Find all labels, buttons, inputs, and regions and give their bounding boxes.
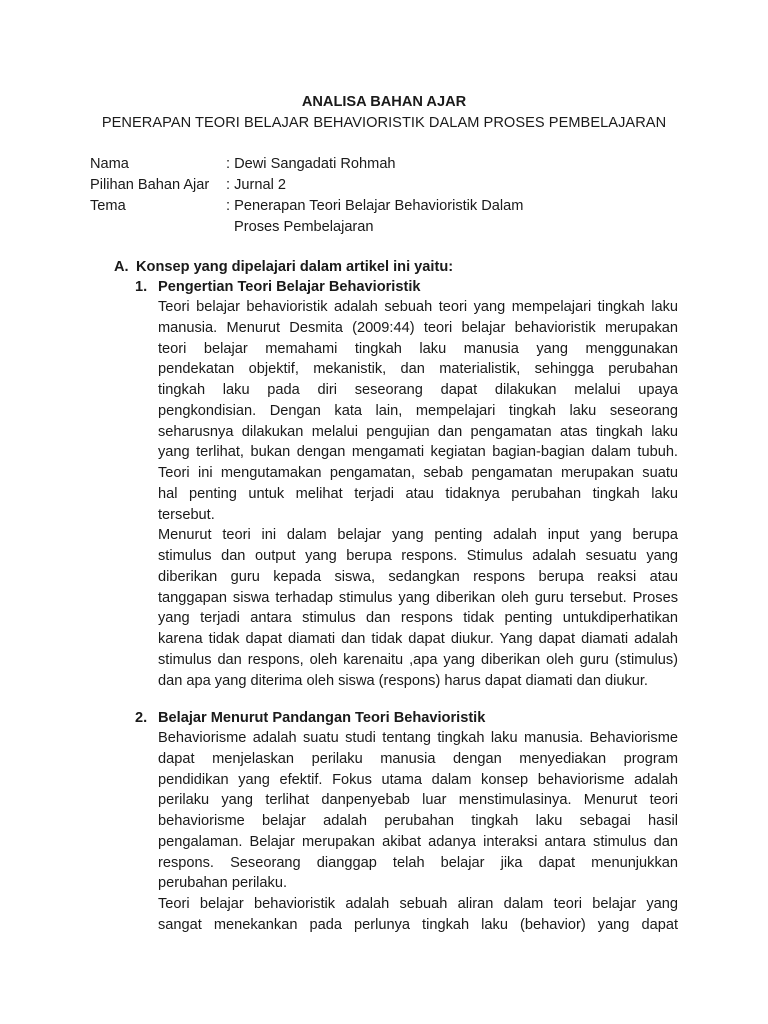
body-line: pengalaman. Belajar merupakan akibat adanya interaksi antara stimulus dan bbox=[158, 833, 678, 850]
body-line: perilaku yang terlihat danpenyebab luar menstimulasinya. Menurut teori bbox=[158, 792, 678, 809]
subsection-heading-text: Pengertian Teori Belajar Behavioristik bbox=[158, 279, 421, 295]
body-line: respons. Seseorang dianggap telah belajar jika dapat menunjukkan bbox=[158, 854, 678, 871]
body-line: pengkondisian. Dengan kata lain, mempelajari tingkah laku seseorang bbox=[158, 402, 678, 419]
body-line: hal penting untuk melihat terjadi atau tidaknya perubahan tingkah laku bbox=[158, 485, 678, 502]
meta-value-cont: Proses Pembelajaran bbox=[234, 219, 374, 235]
body-line: manusia. Menurut Desmita (2009:44) teori belajar behavioristik merupakan bbox=[158, 319, 678, 336]
body-line: pendekatan objektif, mekanistik, dan materialistik, sehingga perubahan bbox=[158, 361, 678, 378]
body-line: dapat menjelaskan perilaku manusia dengan menyediakan program bbox=[158, 750, 678, 767]
body-line: tingkah laku pada diri seseorang dapat dilakukan melalui upaya bbox=[158, 382, 678, 398]
subsection-number: 1. bbox=[135, 279, 148, 295]
meta-label: Pilihan Bahan Ajar bbox=[90, 177, 210, 193]
meta-row-tema bbox=[90, 196, 546, 217]
subsection-2-body bbox=[158, 728, 678, 936]
meta-value: : Dewi Sangadati Rohmah bbox=[226, 156, 396, 172]
meta-value: : Jurnal 2 bbox=[226, 177, 287, 193]
document-subtitle: PENERAPAN TEORI BELAJAR BEHAVIORISTIK DALAM PROSES PEMBELAJARAN bbox=[101, 115, 667, 131]
body-line: perubahan perilaku. bbox=[158, 875, 288, 892]
meta-tema-continuation bbox=[90, 217, 546, 238]
body-line: sangat menekankan pada perlunya tingkah laku (behavior) yang dapat bbox=[158, 916, 678, 933]
body-line: yang terlihat, bukan dengan mengamati kegiatan bagian-bagian dalam tubuh. bbox=[158, 444, 678, 461]
subsection-1-body bbox=[158, 297, 678, 691]
body-line: stimulus dan respons, oleh karenaitu ,apa yang diberikan oleh guru (stimulus) bbox=[158, 651, 678, 668]
subsection-number: 2. bbox=[135, 710, 148, 726]
section-a-heading bbox=[114, 257, 453, 278]
subsection-heading-text: Belajar Menurut Pandangan Teori Behavioristik bbox=[158, 710, 486, 726]
subsection-2-heading bbox=[135, 708, 485, 729]
meta-row-pilihan bbox=[90, 175, 546, 196]
subsection-1-heading bbox=[135, 277, 421, 298]
body-line: karena tidak dapat diamati dan tidak dapat diukur. Yang dapat diamati adalah bbox=[158, 631, 678, 647]
body-line: seharusnya dilakukan melalui pengujian dan pengamatan atas tingkah laku bbox=[158, 423, 678, 440]
body-line: tersebut. bbox=[158, 506, 215, 523]
body-line: Teori belajar behavioristik adalah sebuah teori yang mempelajari tingkah laku bbox=[158, 299, 678, 315]
meta-block bbox=[90, 154, 546, 238]
body-line: Menurut teori ini dalam belajar yang penting adalah input yang berupa bbox=[158, 527, 678, 544]
body-line: stimulus dan output yang berupa respons. Stimulus adalah sesuatu yang bbox=[158, 548, 678, 564]
document-title: ANALISA BAHAN AJAR bbox=[301, 94, 467, 110]
meta-value: : Penerapan Teori Belajar Behavioristik Dalam bbox=[226, 198, 524, 214]
meta-label: Tema bbox=[90, 198, 126, 214]
body-line: dan apa yang diterima oleh siswa (respons) harus dapat diamati dan diukur. bbox=[158, 672, 648, 689]
body-line: Teori belajar behavioristik adalah sebuah aliran dalam teori belajar yang bbox=[158, 896, 678, 912]
section-heading-text: Konsep yang dipelajari dalam artikel ini yaitu: bbox=[136, 259, 454, 275]
body-line: Teori ini mengutamakan pengamatan, sebab pengamatan merupakan suatu bbox=[158, 465, 678, 481]
body-line: diberikan guru kepada siswa, sedangkan respons berupa reaksi atau bbox=[158, 568, 678, 585]
body-line: Behaviorisme adalah suatu studi tentang tingkah laku manusia. Behaviorisme bbox=[158, 730, 678, 746]
section-letter: A. bbox=[114, 259, 129, 275]
body-line: teori belajar memahami tingkah laku manusia yang menggunakan bbox=[158, 340, 678, 357]
body-line: pendidikan yang efektif. Fokus utama dalam konsep behaviorisme adalah bbox=[158, 771, 678, 788]
body-line: tanggapan siswa terhadap stimulus yang diberikan oleh guru tersebut. Proses bbox=[158, 589, 678, 606]
body-line: behaviorisme belajar adalah perubahan tingkah laku sebagai hasil bbox=[158, 813, 678, 829]
meta-row-nama bbox=[90, 154, 546, 175]
meta-label: Nama bbox=[90, 156, 129, 172]
body-line: yang terjadi antara stimulus dan respons tidak penting untukdiperhatikan bbox=[158, 610, 678, 627]
